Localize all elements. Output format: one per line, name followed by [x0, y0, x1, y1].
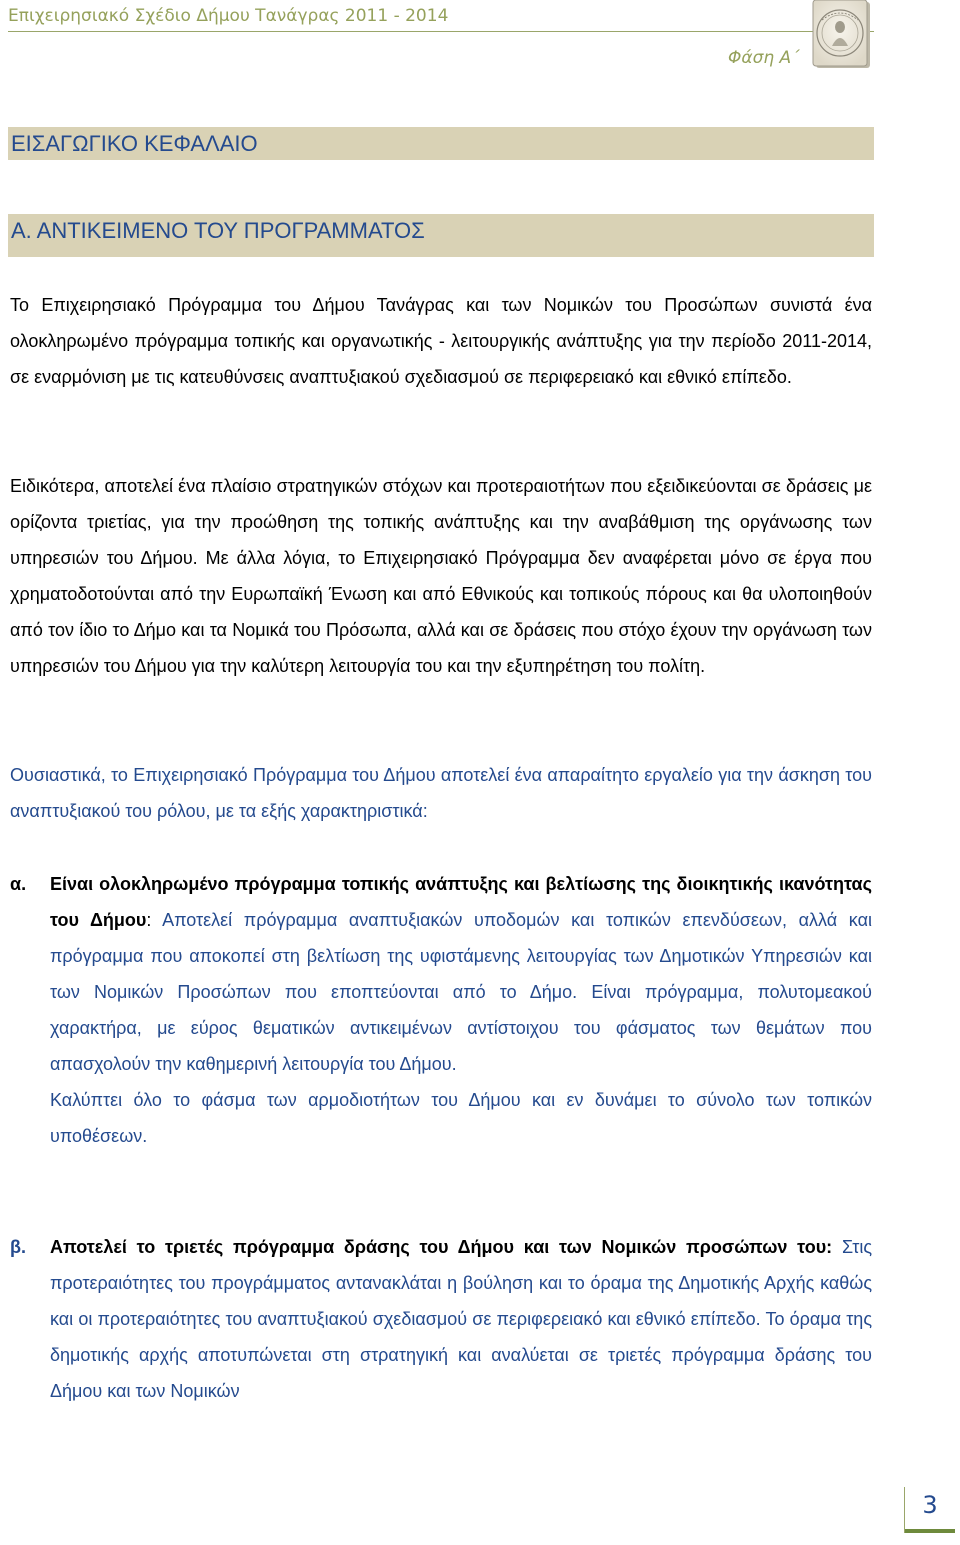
list-item-text [50, 1229, 872, 1409]
list-item-description: Αποτελεί πρόγραμμα αναπτυξιακών υποδομών και τοπικών επενδύσεων, αλλά και πρόγραμμα που αποκοπεί στη βελτίωση της υφιστάμενης λειτουργίας των Δημοτικών Υπηρεσιών και των Νομικών Προσώπων που εποπτεύονται από το Δήμο. Είναι πρόγραμμα, πολυτομεακού χαρακτήρα, με εύρος θεματικών αντικειμένων αντίστοιχου του φάσματος των θεμάτων που απασχολούν την καθημερινή λειτουργία του Δήμου. [50, 910, 872, 1074]
list-item-heading: Είναι ολοκληρωμένο πρόγραμμα τοπικής ανάπτυξης και βελτίωσης της διοικητικής ικανότητας του Δήμου [50, 874, 872, 930]
header-title: Επιχειρησιακό Σχέδιο Δήμου Τανάγρας 2011 - 2014 [8, 6, 449, 26]
list-item-text [50, 866, 872, 1154]
municipal-seal-icon [808, 0, 874, 72]
page-number: 3 [922, 1491, 938, 1519]
page-number-box [904, 1487, 955, 1533]
list-marker: α. [10, 874, 27, 894]
section-title: Α. ΑΝΤΙΚΕΙΜΕΝΟ ΤΟΥ ΠΡΟΓΡΑΜΜΑΤΟΣ [8, 214, 874, 257]
list-item-description: Στις προτεραιότητες του προγράμματος αντανακλάται η βούληση και το όραμα της Δημοτικής Αρχής καθώς και οι προτεραιότητες του αναπτυξιακού σχεδιασμού σε περιφερειακό και εθνικό επίπεδο. Το όραμα της δημοτικής αρχής αποτυπώνεται στη στρατηγική και αναλύεται σε τριετές πρόγραμμα δράσης του Δήμου και των Νομικών [50, 1237, 873, 1401]
paragraph-intro: Το Επιχειρησιακό Πρόγραμμα του Δήμου Τανάγρας και των Νομικών του Προσώπων συνιστά ένα ολοκληρωμένο πρόγραμμα τοπικής και οργανωτικής - λειτουργικής ανάπτυξης για την περίοδο 2011-2014, σε εναρμόνιση με τις κατευθύνσεις αναπτυξιακού σχεδιασμού σε περιφερειακό και εθνικό επίπεδο. [10, 295, 872, 387]
page-number-rule [905, 1529, 955, 1533]
header-rule [8, 31, 874, 32]
paragraph-summary: Ουσιαστικά, το Επιχειρησιακό Πρόγραμμα του Δήμου αποτελεί ένα απαραίτητο εργαλείο για την άσκηση του αναπτυξιακού του ρόλου, με τα εξής χαρακτηριστικά: [10, 765, 872, 821]
list-marker: β. [10, 1237, 26, 1257]
paragraph-details: Ειδικότερα, αποτελεί ένα πλαίσιο στρατηγικών στόχων και προτεραιοτήτων που εξειδικεύονται σε δράσεις με ορίζοντα τριετίας, για την προώθηση της τοπικής ανάπτυξης και την αναβάθμιση της οργάνωσης των υπηρεσιών του Δήμου. Με άλλα λόγια, το Επιχειρησιακό Πρόγραμμα δεν αναφέρεται μόνο σε έργα που χρηματοδοτούνται από την Ευρωπαϊκή Ένωση και από Εθνικούς και τοπικούς πόρους και θα υλοποιηθούν από τον ίδιο το Δήμο και τα Νομικά του Πρόσωπα, αλλά και σε δράσεις που στόχο έχουν την οργάνωση των υπηρεσιών του Δήμου για την καλύτερη λειτουργία του και την εξυπηρέτηση του πολίτη. [10, 476, 872, 676]
list-item-heading: Αποτελεί το τριετές πρόγραμμα δράσης του Δήμου και των Νομικών προσώπων του: [50, 1237, 833, 1257]
chapter-title: ΕΙΣΑΓΩΓΙΚΟ ΚΕΦΑΛΑΙΟ [8, 127, 874, 160]
header-phase: Φάση Α΄ [728, 48, 800, 68]
list-item-extra: Καλύπτει όλο το φάσμα των αρμοδιοτήτων του Δήμου και εν δυνάμει το σύνολο των τοπικών υποθέσεων. [50, 1090, 872, 1146]
list-item-colon: : [146, 910, 152, 930]
